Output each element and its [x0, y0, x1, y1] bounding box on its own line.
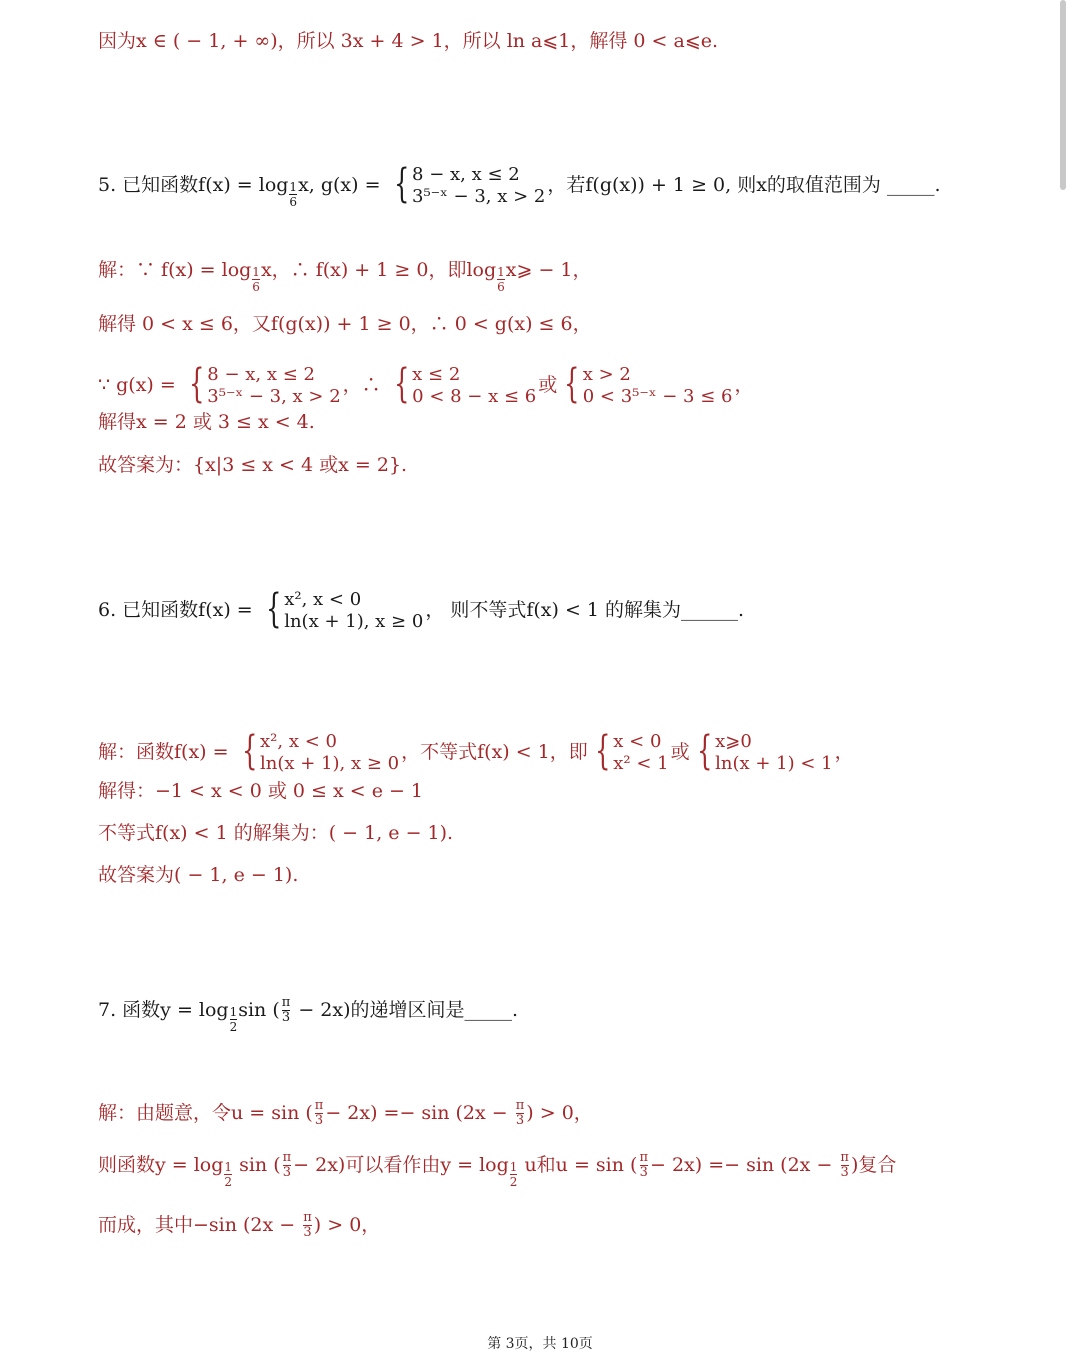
solution-line [98, 413, 315, 432]
denominator: 2 [224, 1174, 233, 1189]
text-segment: 解：函数f(x) = [98, 741, 235, 764]
brace-icon: { [188, 361, 205, 407]
piecewise-cases [389, 161, 546, 207]
case-rows [715, 731, 833, 774]
case-row: 0 < 3⁵⁻ˣ − 3 ≤ 6 [582, 385, 733, 407]
text-segment: ) > 0， [526, 1102, 593, 1125]
solution-line [98, 32, 718, 51]
numerator: π [314, 1098, 324, 1113]
denominator: 2 [229, 1019, 238, 1034]
piecewise-cases [184, 361, 341, 407]
numerator: 1 [289, 180, 298, 194]
solution-line [98, 1150, 897, 1189]
fraction [283, 1151, 292, 1181]
piecewise-cases [237, 728, 400, 774]
solution-line [98, 782, 423, 801]
case-row: 3⁵⁻ˣ − 3, x > 2 [207, 385, 341, 407]
solution-line [98, 866, 298, 885]
case-row: ln(x + 1) < 1 [715, 752, 833, 774]
brace-icon: { [241, 728, 257, 774]
text-segment: 或 [538, 374, 558, 397]
text-segment: 不等式f(x) < 1 的解集为：( − 1, e − 1). [98, 822, 454, 844]
text-segment: 或 [670, 741, 690, 764]
case-row: ln(x + 1), x ≥ 0 [260, 752, 400, 774]
solution-line [98, 315, 592, 334]
page-footer: 第 3页，共 10页 [487, 1336, 593, 1352]
text-segment: u和u = sin ( [518, 1154, 638, 1177]
numerator: π [281, 995, 291, 1010]
case-row: ln(x + 1), x ≥ 0 [284, 610, 424, 632]
case-row: x², x < 0 [260, 731, 337, 752]
brace-icon: { [594, 728, 611, 774]
text-segment: − 2x)的递增区间是_____. [292, 999, 519, 1022]
text-segment: ∵ g(x) = [98, 374, 182, 397]
text-segment: 解得x = 2 或 3 ≤ x < 4. [98, 411, 315, 433]
fraction [315, 1099, 324, 1129]
numerator: 1 [497, 265, 505, 279]
brace-icon: { [696, 728, 713, 774]
case-rows [412, 164, 545, 207]
numerator: 1 [509, 1160, 518, 1175]
case-row: x² < 1 [613, 752, 669, 774]
text-segment: x, g(x) = [298, 174, 387, 197]
solution-line [98, 1099, 593, 1129]
text-segment: − 2x) =− sin (2x − [649, 1154, 839, 1177]
text-segment: ， [834, 741, 854, 764]
numerator: π [282, 1150, 292, 1165]
case-rows [613, 731, 668, 774]
log-base-fraction [252, 266, 260, 293]
case-rows [260, 731, 399, 774]
log-base-fraction [230, 1006, 238, 1033]
question-line [98, 586, 745, 632]
case-rows [583, 364, 733, 407]
case-row: x ≤ 2 [412, 364, 461, 385]
case-rows [412, 364, 536, 407]
text-segment: 因为x ∈ ( − 1, + ∞)，所以 3x + 4 > 1，所以 ln a⩽1，解得 0 < a⩽e. [98, 30, 719, 52]
numerator: π [840, 1150, 849, 1165]
text-segment: x，∴ f(x) + 1 ≥ 0，即log [260, 259, 497, 282]
log-base-fraction [497, 266, 505, 293]
text-segment: ， [734, 374, 754, 397]
text-segment: 故答案为：{x|3 ≤ x < 4 或x = 2}. [98, 454, 408, 476]
denominator: 3 [282, 1165, 292, 1181]
numerator: π [515, 1098, 525, 1113]
piecewise-cases [261, 586, 424, 632]
solution-line [98, 824, 453, 843]
numerator: 1 [229, 1005, 238, 1020]
denominator: 6 [497, 279, 505, 294]
piecewise-cases [559, 361, 733, 407]
denominator: 6 [252, 279, 260, 294]
denominator: 3 [639, 1165, 648, 1181]
case-row: 3⁵⁻ˣ − 3, x > 2 [412, 185, 546, 207]
text-segment: 故答案为( − 1, e − 1). [98, 864, 299, 886]
case-rows [284, 589, 423, 632]
fraction [303, 1211, 312, 1241]
denominator: 3 [281, 1010, 291, 1026]
question-line [98, 161, 941, 209]
solution-line [98, 257, 592, 294]
text-segment: ) > 0， [313, 1214, 381, 1237]
text-segment: 而成，其中−sin (2x − [98, 1214, 302, 1237]
log-base-fraction [224, 1161, 232, 1188]
brace-icon: { [393, 361, 410, 407]
denominator: 2 [509, 1174, 518, 1189]
text-segment: 解得：−1 < x < 0 或 0 ≤ x < e − 1 [98, 780, 424, 802]
case-row: x², x < 0 [284, 589, 362, 610]
text-segment: 解：∵ f(x) = log [98, 259, 252, 282]
text-segment: − 2x)可以看作由y = log [293, 1154, 509, 1177]
case-row: 8 − x, x ≤ 2 [412, 164, 520, 185]
case-row: x < 0 [613, 731, 662, 752]
solution-line [98, 456, 407, 475]
fraction [840, 1151, 849, 1181]
denominator: 6 [289, 194, 298, 209]
piecewise-cases [590, 728, 669, 774]
brace-icon: { [564, 361, 580, 407]
case-row: x > 2 [582, 364, 631, 385]
text-segment: ，不等式f(x) < 1，即 [401, 741, 588, 764]
fraction [516, 1099, 525, 1129]
fraction [282, 996, 291, 1026]
piecewise-cases [389, 361, 537, 407]
text-segment: − 2x) =− sin (2x − [325, 1102, 514, 1125]
text-segment: sin ( [233, 1154, 281, 1177]
text-segment: 6. 已知函数f(x) = [98, 599, 259, 622]
brace-icon: { [265, 586, 282, 632]
text-segment: ， 则不等式f(x) < 1 的解集为______. [425, 599, 745, 622]
text-segment: 解得 0 < x ≤ 6，又f(g(x)) + 1 ≥ 0，∴ 0 < g(x) ≤ 6， [98, 313, 592, 335]
numerator: 1 [252, 265, 260, 279]
log-base-fraction [510, 1161, 518, 1188]
numerator: 1 [224, 1160, 233, 1175]
question-line [98, 995, 519, 1034]
piecewise-cases [692, 728, 833, 774]
text-segment: x⩾ − 1， [505, 259, 592, 282]
denominator: 3 [314, 1113, 324, 1129]
denominator: 3 [515, 1113, 525, 1129]
numerator: π [303, 1210, 312, 1225]
log-base-fraction [289, 181, 297, 208]
solution-line [98, 361, 754, 407]
case-row: 8 − x, x ≤ 2 [207, 364, 315, 385]
numerator: π [639, 1150, 648, 1165]
denominator: 3 [303, 1225, 312, 1241]
text-segment: 解：由题意，令u = sin ( [98, 1102, 313, 1125]
solution-line [98, 728, 854, 774]
text-segment: 则函数y = log [98, 1154, 224, 1177]
case-row: 0 < 8 − x ≤ 6 [412, 385, 537, 407]
text-segment: ，∴ [342, 374, 387, 397]
text-segment: )复合 [850, 1154, 897, 1177]
text-segment: sin ( [238, 999, 280, 1022]
solution-line [98, 1211, 380, 1241]
text-segment: 5. 已知函数f(x) = log [98, 174, 289, 197]
fraction [639, 1151, 648, 1181]
brace-icon: { [393, 161, 409, 207]
case-row: x⩾0 [715, 731, 752, 752]
text-segment: 7. 函数y = log [98, 999, 229, 1022]
text-segment: ，若f(g(x)) + 1 ≥ 0, 则x的取值范围为 _____. [547, 174, 941, 197]
denominator: 3 [840, 1165, 849, 1181]
case-rows [207, 364, 340, 407]
scrollbar[interactable] [1060, 0, 1066, 190]
